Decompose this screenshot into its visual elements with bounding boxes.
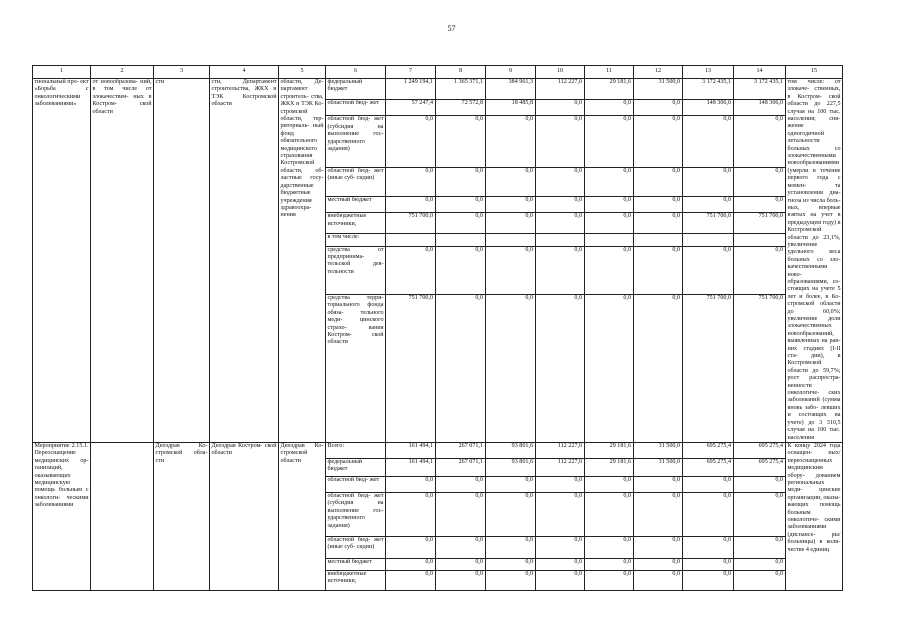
value-cell: 0,0 xyxy=(486,167,536,197)
value-cell: 0,0 xyxy=(683,197,734,213)
header-cell-15: 15 xyxy=(786,66,843,79)
value-cell: 29 181,6 xyxy=(585,79,634,100)
header-cell-2: 2 xyxy=(91,66,154,79)
header-cell-5: 5 xyxy=(279,66,326,79)
value-cell: 0,0 xyxy=(734,197,786,213)
funding-source-label: средства терри- ториального фонда обяза- тельного меди- цинского страхо- вания Костром- ской области xyxy=(326,294,386,442)
value-cell: 31 500,0 xyxy=(634,79,683,100)
value-cell: 72 572,8 xyxy=(436,100,486,116)
budget-table xyxy=(32,65,843,591)
value-cell: 0,0 xyxy=(436,167,486,197)
value-cell: 3 172 435,1 xyxy=(683,79,734,100)
value-cell: 0,0 xyxy=(734,570,786,590)
funding-source-label: областной бюд- жет (иные суб- сидии) xyxy=(326,536,386,558)
funding-source-label: федеральный бюджет xyxy=(326,79,386,100)
value-cell: 0,0 xyxy=(536,100,585,116)
value-cell: 0,0 xyxy=(734,492,786,536)
header-cell-11: 11 xyxy=(585,66,634,79)
section1-col5: области, Де- партамент строитель- ства, ЖКХ и ТЭК Ко- стромской области, тер- риториаль- ный фонд обязательного медицинского страхования Костромской области, об- ластные госу- дарственные бюджетные учреждения здравоохра- нения xyxy=(279,79,326,443)
value-cell: 0,0 xyxy=(634,492,683,536)
value-cell: 0,0 xyxy=(634,294,683,442)
value-cell: 0,0 xyxy=(486,570,536,590)
value-cell: 0,0 xyxy=(486,294,536,442)
section2-col15: К концу 2024 года оснащен- ных/переоснащенных медицинским обору- дованием региональных меди- цинские организации, оказы- вающих помощь больным онкологиче- скими заболеваниями (диспансе- ры/больницы) в коли- честве 4 единиц xyxy=(786,442,843,590)
section2-col2 xyxy=(91,442,154,590)
value-cell: 0,0 xyxy=(683,246,734,294)
value-cell: 0,0 xyxy=(585,492,634,536)
value-cell: 0,0 xyxy=(536,558,585,570)
value-cell xyxy=(436,234,486,246)
section2-col1: Мероприятие 2.15.1. Переоснащение медицинских ор- ганизаций, оказывающих медицинскую помощь больным с онкологи- ческими заболеваниями xyxy=(33,442,91,590)
funding-source-label: внебюджетные источники, xyxy=(326,570,386,590)
value-cell: 0,0 xyxy=(734,476,786,492)
value-cell: 0,0 xyxy=(436,492,486,536)
value-cell: 0,0 xyxy=(386,197,436,213)
value-cell: 384 961,3 xyxy=(486,79,536,100)
value-cell: 57 247,4 xyxy=(386,100,436,116)
value-cell: 0,0 xyxy=(734,536,786,558)
value-cell: 0,0 xyxy=(486,492,536,536)
value-cell: 0,0 xyxy=(734,246,786,294)
value-cell: 0,0 xyxy=(634,536,683,558)
value-cell: 29 181,6 xyxy=(585,458,634,476)
funding-source-label: областной бюд- жет xyxy=(326,476,386,492)
value-cell: 0,0 xyxy=(634,213,683,234)
value-cell: 0,0 xyxy=(683,570,734,590)
value-cell: 0,0 xyxy=(536,536,585,558)
header-cell-1: 1 xyxy=(33,66,91,79)
value-cell: 148 306,0 xyxy=(734,100,786,116)
value-cell: 0,0 xyxy=(486,197,536,213)
funding-source-label: местный бюджет xyxy=(326,558,386,570)
value-cell: 0,0 xyxy=(436,476,486,492)
funding-source-label: в том числе: xyxy=(326,234,386,246)
value-cell xyxy=(585,234,634,246)
value-cell: 0,0 xyxy=(386,116,436,167)
value-cell: 29 181,6 xyxy=(585,442,634,458)
value-cell: 0,0 xyxy=(585,294,634,442)
value-cell: 0,0 xyxy=(386,570,436,590)
value-cell: 0,0 xyxy=(386,536,436,558)
value-cell: 0,0 xyxy=(634,246,683,294)
value-cell: 0,0 xyxy=(734,167,786,197)
value-cell xyxy=(386,234,436,246)
value-cell: 0,0 xyxy=(585,558,634,570)
value-cell: 18 485,8 xyxy=(486,100,536,116)
funding-source-label: местный бюджет xyxy=(326,197,386,213)
value-cell: 0,0 xyxy=(634,167,683,197)
value-cell: 751 700,0 xyxy=(683,213,734,234)
value-cell: 0,0 xyxy=(486,246,536,294)
value-cell: 751 700,0 xyxy=(734,294,786,442)
value-cell: 0,0 xyxy=(536,246,585,294)
value-cell: 161 494,1 xyxy=(386,442,436,458)
value-cell: 0,0 xyxy=(386,492,436,536)
value-cell: 0,0 xyxy=(634,570,683,590)
value-cell: 0,0 xyxy=(436,197,486,213)
value-cell: 0,0 xyxy=(585,116,634,167)
value-cell: 0,0 xyxy=(386,476,436,492)
section1-col4: сти, Департамент строительства, ЖКХ и ТЭК Костромской области xyxy=(210,79,279,443)
value-cell: 0,0 xyxy=(634,476,683,492)
header-cell-8: 8 xyxy=(436,66,486,79)
header-cell-6: 6 xyxy=(326,66,386,79)
value-cell: 148 306,0 xyxy=(683,100,734,116)
value-cell: 0,0 xyxy=(536,167,585,197)
header-cell-7: 7 xyxy=(386,66,436,79)
funding-source-label: областной бюд- жет (субсидия на выполнение гос- ударственного задания) xyxy=(326,492,386,536)
value-cell: 751 700,0 xyxy=(734,213,786,234)
value-cell: 0,0 xyxy=(585,536,634,558)
value-cell: 0,0 xyxy=(634,116,683,167)
funding-source-label: областной бюд- жет (субсидия на выполнение гос- ударственного задания) xyxy=(326,116,386,167)
value-cell: 0,0 xyxy=(536,213,585,234)
section1-col3: сти xyxy=(154,79,210,443)
value-cell: 161 494,1 xyxy=(386,458,436,476)
funding-source-label: областной бюд- жет xyxy=(326,100,386,116)
section1-col15: том числе: от злокаче- ственных, в Костром- ской области до 227,5 случая на 100 тыс. населения; сни- жение одногодичной летальности больных со злокачественными новообразованиями (умерли в течение первого года с момен- та установления диа- гноза из числа боль- ных, впервые взятых на учет в предыдущем году) в Костромской области до 23,1%, увеличение удельного веса больных со зло- качественными ново- образованиями, со- стоящих на учете 5 лет и более, в Ко- стромской области до 60,0%; увеличение доли злокачественных новообразований, выявленных на ран- них стадиях (I-II ста- дии), в Костромской области до 59,7%; рост распростра- ненности онкологиче- ских заболеваний (сумма вновь забо- левших и состоящих на учете) до 3 310,5 случая на 100 тыс. населения xyxy=(787,79,841,441)
header-cell-13: 13 xyxy=(683,66,734,79)
header-cell-3: 3 xyxy=(154,66,210,79)
value-cell: 0,0 xyxy=(683,116,734,167)
header-cell-9: 9 xyxy=(486,66,536,79)
value-cell: 0,0 xyxy=(486,116,536,167)
value-cell: 0,0 xyxy=(536,116,585,167)
value-cell: 0,0 xyxy=(436,570,486,590)
value-cell: 0,0 xyxy=(683,167,734,197)
value-cell: 0,0 xyxy=(734,116,786,167)
value-cell xyxy=(486,234,536,246)
value-cell: 0,0 xyxy=(634,197,683,213)
value-cell: 751 700,0 xyxy=(386,294,436,442)
value-cell: 0,0 xyxy=(734,558,786,570)
value-cell xyxy=(683,234,734,246)
value-cell: 0,0 xyxy=(486,476,536,492)
value-cell: 0,0 xyxy=(536,570,585,590)
value-cell: 267 071,1 xyxy=(436,442,486,458)
header-cell-12: 12 xyxy=(634,66,683,79)
funding-source-label: средства от предпринима- тельской дея- тельности xyxy=(326,246,386,294)
section2-col3: Депздрав Ко- стромской обла- сти xyxy=(154,442,210,590)
value-cell xyxy=(734,234,786,246)
section1-col1: гиональный про- ект «Борьба с онкологическими заболеваниями» xyxy=(33,79,91,443)
section2-col4: Депздрав Костром- ской области xyxy=(210,442,279,590)
value-cell: 0,0 xyxy=(486,536,536,558)
value-cell: 0,0 xyxy=(436,558,486,570)
value-cell: 0,0 xyxy=(436,246,486,294)
value-cell: 695 275,4 xyxy=(683,442,734,458)
value-cell: 0,0 xyxy=(585,100,634,116)
funding-source-label: Всего: xyxy=(326,442,386,458)
value-cell: 0,0 xyxy=(536,197,585,213)
value-cell: 0,0 xyxy=(486,558,536,570)
section1-col2: от новообразова- ний, в том числе от злокачествен- ных в Костром- ской области xyxy=(91,79,154,443)
value-cell: 0,0 xyxy=(585,167,634,197)
value-cell: 0,0 xyxy=(585,570,634,590)
value-cell: 0,0 xyxy=(436,116,486,167)
value-cell xyxy=(536,234,585,246)
value-cell: 0,0 xyxy=(436,213,486,234)
header-cell-4: 4 xyxy=(210,66,279,79)
value-cell: 0,0 xyxy=(386,246,436,294)
value-cell: 0,0 xyxy=(386,167,436,197)
value-cell: 93 801,6 xyxy=(486,442,536,458)
value-cell: 31 500,0 xyxy=(634,442,683,458)
value-cell: 695 275,4 xyxy=(734,458,786,476)
value-cell: 3 172 435,1 xyxy=(734,79,786,100)
section2-col5: Депздрав Ко- стромской области xyxy=(279,442,326,590)
funding-source-label: внебюджетные источники, xyxy=(326,213,386,234)
value-cell: 0,0 xyxy=(683,536,734,558)
value-cell: 1 365 371,1 xyxy=(436,79,486,100)
table-row xyxy=(33,442,843,458)
value-cell: 0,0 xyxy=(585,476,634,492)
header-cell-14: 14 xyxy=(734,66,786,79)
value-cell: 267 071,1 xyxy=(436,458,486,476)
funding-source-label: федеральный бюджет xyxy=(326,458,386,476)
value-cell: 0,0 xyxy=(486,213,536,234)
page-number: 57 xyxy=(447,24,456,33)
value-cell: 112 227,0 xyxy=(536,458,585,476)
table-body xyxy=(33,66,843,591)
funding-source-label: областной бюд- жет (иные суб- сидии) xyxy=(326,167,386,197)
value-cell: 0,0 xyxy=(536,476,585,492)
value-cell: 0,0 xyxy=(585,213,634,234)
value-cell: 112 227,0 xyxy=(536,79,585,100)
value-cell xyxy=(634,234,683,246)
value-cell: 1 249 194,1 xyxy=(386,79,436,100)
value-cell: 0,0 xyxy=(585,246,634,294)
value-cell: 695 275,4 xyxy=(683,458,734,476)
header-cell-10: 10 xyxy=(536,66,585,79)
table-row xyxy=(33,79,843,100)
value-cell: 31 500,0 xyxy=(634,458,683,476)
value-cell: 0,0 xyxy=(536,492,585,536)
value-cell: 0,0 xyxy=(683,492,734,536)
value-cell: 93 801,6 xyxy=(486,458,536,476)
value-cell: 0,0 xyxy=(683,558,734,570)
value-cell: 0,0 xyxy=(683,476,734,492)
value-cell: 751 700,0 xyxy=(683,294,734,442)
value-cell: 0,0 xyxy=(436,294,486,442)
value-cell: 0,0 xyxy=(634,558,683,570)
header-row xyxy=(33,66,843,79)
value-cell: 112 227,0 xyxy=(536,442,585,458)
value-cell: 695 275,4 xyxy=(734,442,786,458)
value-cell: 0,0 xyxy=(436,536,486,558)
value-cell: 0,0 xyxy=(386,558,436,570)
value-cell: 0,0 xyxy=(536,294,585,442)
value-cell: 0,0 xyxy=(585,197,634,213)
value-cell: 751 700,0 xyxy=(386,213,436,234)
value-cell: 0,0 xyxy=(634,100,683,116)
